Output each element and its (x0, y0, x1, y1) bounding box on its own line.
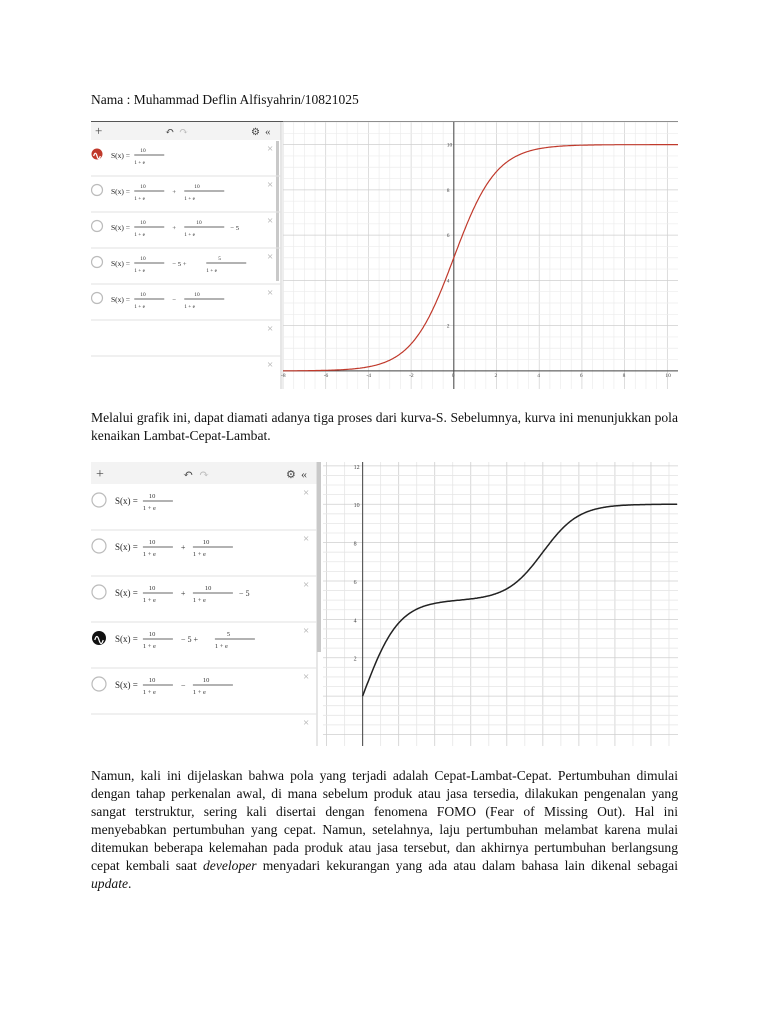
fraction-denominator: 1 + e (134, 160, 146, 166)
paragraph-2-italic-update: update (91, 876, 128, 891)
fraction-numerator: 10 (194, 184, 200, 190)
fraction-denominator: 1 + e (206, 268, 218, 274)
operator: + (172, 189, 177, 196)
y-tick-label: 10 (353, 503, 360, 510)
fraction-numerator: 10 (148, 677, 156, 684)
fraction-numerator: 10 (148, 631, 156, 638)
y-tick-label: 8 (353, 541, 357, 548)
desmos-screenshot-1 (91, 121, 678, 389)
settings-gear-icon[interactable]: ⚙ (286, 469, 296, 481)
operator: + (180, 543, 186, 552)
x-tick-label: 4 (537, 372, 540, 379)
fraction-numerator: 10 (148, 493, 156, 500)
fraction-denominator: 1 + e (192, 597, 206, 604)
y-tick-label: 6 (353, 579, 357, 586)
fraction-denominator: 1 + e (184, 232, 196, 238)
y-tick-label: 10 (446, 142, 453, 149)
fraction-denominator: 1 + e (142, 597, 156, 604)
y-tick-label: 4 (446, 278, 450, 285)
y-tick-label: 6 (446, 233, 450, 240)
delete-expression-icon[interactable]: × (267, 359, 274, 371)
paragraph-2-text-b: menyadari kekurangan yang ada atau dalam bahasa lain dikenal sebagai (256, 858, 678, 873)
fraction-denominator: 1 + e (192, 689, 206, 696)
delete-expression-icon[interactable]: × (303, 625, 310, 637)
expression-lead: S(x) = (115, 496, 138, 506)
delete-expression-icon[interactable]: × (267, 179, 274, 191)
expression-lead: S(x) = (115, 542, 138, 552)
paragraph-2-text-c: . (128, 876, 132, 891)
fraction-numerator: 10 (140, 148, 146, 154)
delete-expression-icon[interactable]: × (303, 671, 310, 683)
fraction-denominator: 1 + e (142, 551, 156, 558)
fraction-numerator: 10 (140, 292, 146, 298)
fraction-denominator: 1 + e (134, 304, 146, 310)
delete-expression-icon[interactable]: × (267, 323, 274, 335)
expression-lead: S(x) = (115, 634, 138, 644)
y-tick-label: 8 (446, 187, 450, 194)
delete-expression-icon[interactable]: × (303, 717, 310, 729)
operator: − (180, 681, 186, 690)
fraction-denominator: 1 + e (134, 232, 146, 238)
paragraph-1: Melalui grafik ini, dapat diamati adanya tiga proses dari kurva-S. Sebelumnya, kurva ini menunjukkan pola kenaikan Lambat-Cepat-Lambat. (91, 410, 678, 443)
expression-lead: S(x) = (111, 295, 131, 304)
fraction-numerator: 10 (204, 585, 212, 592)
fraction-denominator: 1 + e (134, 196, 146, 202)
fraction-numerator: 5 (226, 631, 231, 638)
desmos-screenshot-2 (91, 462, 678, 746)
operator: − 5 (238, 589, 250, 598)
x-tick-label: 10 (665, 372, 671, 379)
x-tick-label: -6 (323, 372, 329, 379)
fraction-numerator: 10 (140, 256, 146, 262)
y-tick-label: 12 (353, 464, 360, 471)
redo-icon[interactable]: ↷ (179, 126, 189, 138)
fraction-numerator: 10 (148, 539, 156, 546)
delete-expression-icon[interactable]: × (303, 487, 310, 499)
x-tick-label: -8 (281, 372, 286, 379)
expression-lead: S(x) = (115, 680, 138, 690)
fraction-numerator: 10 (196, 220, 202, 226)
operator: − (172, 297, 177, 304)
paragraph-2-italic-developer: developer (203, 858, 257, 873)
paragraph-2 (91, 767, 678, 893)
fraction-denominator: 1 + e (142, 689, 156, 696)
fraction-numerator: 10 (202, 677, 210, 684)
visibility-toggle-icon (92, 631, 106, 645)
operator: + (172, 225, 177, 232)
x-tick-label: 8 (622, 372, 626, 379)
x-tick-label: -2 (409, 372, 414, 379)
redo-icon[interactable]: ↷ (199, 467, 210, 481)
delete-expression-icon[interactable]: × (267, 251, 274, 263)
add-expression-icon[interactable]: + (95, 123, 103, 138)
operator: + (180, 589, 186, 598)
fraction-denominator: 1 + e (142, 643, 156, 650)
delete-expression-icon[interactable]: × (267, 287, 274, 299)
expression-lead: S(x) = (111, 187, 131, 196)
add-expression-icon[interactable]: + (96, 467, 104, 482)
operator: − 5 + (172, 261, 187, 268)
fraction-denominator: 1 + e (184, 304, 196, 310)
fraction-denominator: 1 + e (192, 551, 206, 558)
fraction-numerator: 10 (194, 292, 200, 298)
x-tick-label: 0 (451, 372, 455, 379)
expression-lead: S(x) = (111, 151, 131, 160)
delete-expression-icon[interactable]: × (303, 533, 310, 545)
x-tick-label: 2 (494, 372, 498, 379)
author-name-line: Nama : Muhammad Deflin Alfisyahrin/10821025 (91, 92, 359, 107)
fraction-numerator: 10 (148, 585, 156, 592)
x-tick-label: 6 (579, 372, 583, 379)
fraction-denominator: 1 + e (184, 196, 196, 202)
fraction-denominator: 1 + e (214, 643, 228, 650)
y-tick-label: 2 (353, 656, 357, 663)
undo-icon[interactable]: ↶ (183, 467, 194, 481)
operator: − 5 (230, 225, 240, 232)
expression-lead: S(x) = (115, 588, 138, 598)
undo-icon[interactable]: ↶ (165, 126, 175, 138)
delete-expression-icon[interactable]: × (267, 215, 274, 227)
y-tick-label: 4 (353, 618, 357, 625)
expression-lead: S(x) = (111, 259, 131, 268)
operator: − 5 + (180, 635, 199, 644)
collapse-panel-icon[interactable]: « (301, 467, 307, 481)
settings-gear-icon[interactable]: ⚙ (251, 127, 260, 138)
expression-lead: S(x) = (111, 223, 131, 232)
fraction-numerator: 10 (202, 539, 210, 546)
fraction-numerator: 10 (140, 220, 146, 226)
fraction-denominator: 1 + e (134, 268, 146, 274)
fraction-numerator: 5 (218, 256, 221, 262)
fraction-numerator: 10 (140, 184, 146, 190)
fraction-denominator: 1 + e (142, 505, 156, 512)
y-tick-label: 2 (446, 323, 450, 330)
delete-expression-icon[interactable]: × (303, 579, 310, 591)
paragraph-2-text-a: Namun, kali ini dijelaskan bahwa pola yang terjadi adalah Cepat-Lambat-Cepat. Pertumbuhan dimulai dengan tahap perkenalan awal, di mana sebelum produk atau jasa tersedia, dilakukan pengenalan yang sangat terstruktur, sering kali disertai dengan fenomena FOMO (Fear of Missing Out). Hal ini menyebabkan pertumbuhan yang cepat. Namun, setelahnya, laju pertumbuhan melambat karena mulai ditemukan beberapa kelemahan pada produk atau jasa tersebut, dan akhirnya pertumbuhan berlangsung cepat kembali saat (91, 768, 678, 873)
x-tick-label: -4 (366, 372, 371, 379)
delete-expression-icon[interactable]: × (267, 143, 274, 155)
collapse-panel-icon[interactable]: « (265, 126, 271, 138)
